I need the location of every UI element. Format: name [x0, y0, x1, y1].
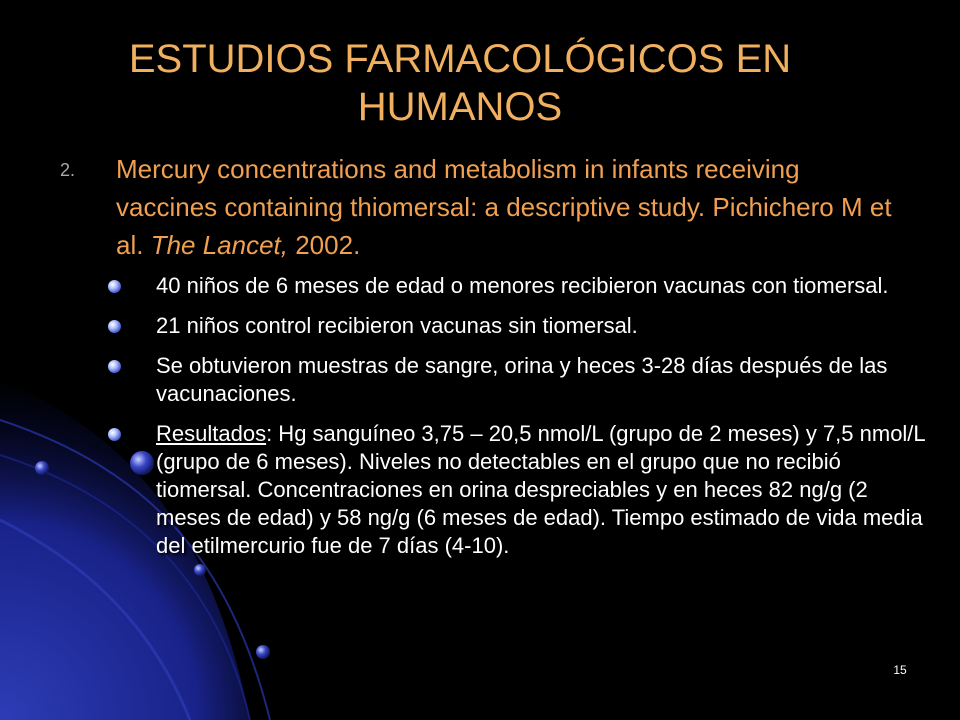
title-line-2: HUMANOS: [357, 84, 563, 129]
decorative-orb: [256, 645, 270, 659]
results-label: Resultados: [156, 421, 267, 446]
title-line-1: ESTUDIOS FARMACOLÓGICOS EN: [128, 36, 792, 81]
bullet-text: 40 niños de 6 meses de edad o menores recibieron vacunas con tiomersal.: [156, 273, 889, 298]
reference-journal: The Lancet,: [150, 230, 288, 260]
bullet-icon: [108, 320, 121, 333]
bullet-text: 21 niños control recibieron vacunas sin tiomersal.: [156, 313, 638, 338]
bullet-icon: [108, 360, 121, 373]
reference-citation: [116, 150, 900, 264]
list-item: [108, 272, 928, 300]
reference-number: 2.: [60, 160, 76, 180]
list-item: [108, 420, 928, 560]
list-item: [108, 312, 928, 340]
bullet-list: [108, 272, 928, 572]
reference-year: 2002.: [288, 230, 361, 260]
reference-text: Mercury concentrations and metabolism in infants receiving vaccines containing thiomersal: a descriptive study. Pichichero M et al.: [116, 154, 892, 260]
bullet-text: Se obtuvieron muestras de sangre, orina y heces 3-28 días después de las vacunaciones.: [156, 353, 888, 406]
bullet-icon: [108, 280, 121, 293]
bullet-icon: [108, 428, 121, 441]
list-item: [108, 352, 928, 408]
bullet-text: : Hg sanguíneo 3,75 – 20,5 nmol/L (grupo de 2 meses) y 7,5 nmol/L (grupo de 6 meses). Niveles no detectables en el grupo que no recibió tiomersal. Concentraciones en orina despreciables y en heces 82 ng/g (2 meses de edad) y 58 ng/g (6 meses de edad). Tiempo estimado de vida media del etilmercurio fue de 7 días (4-10).: [156, 421, 925, 558]
reference-block: [60, 150, 900, 264]
slide-title: [60, 35, 860, 131]
page-number: 15: [893, 663, 907, 677]
decorative-orb: [35, 461, 49, 475]
